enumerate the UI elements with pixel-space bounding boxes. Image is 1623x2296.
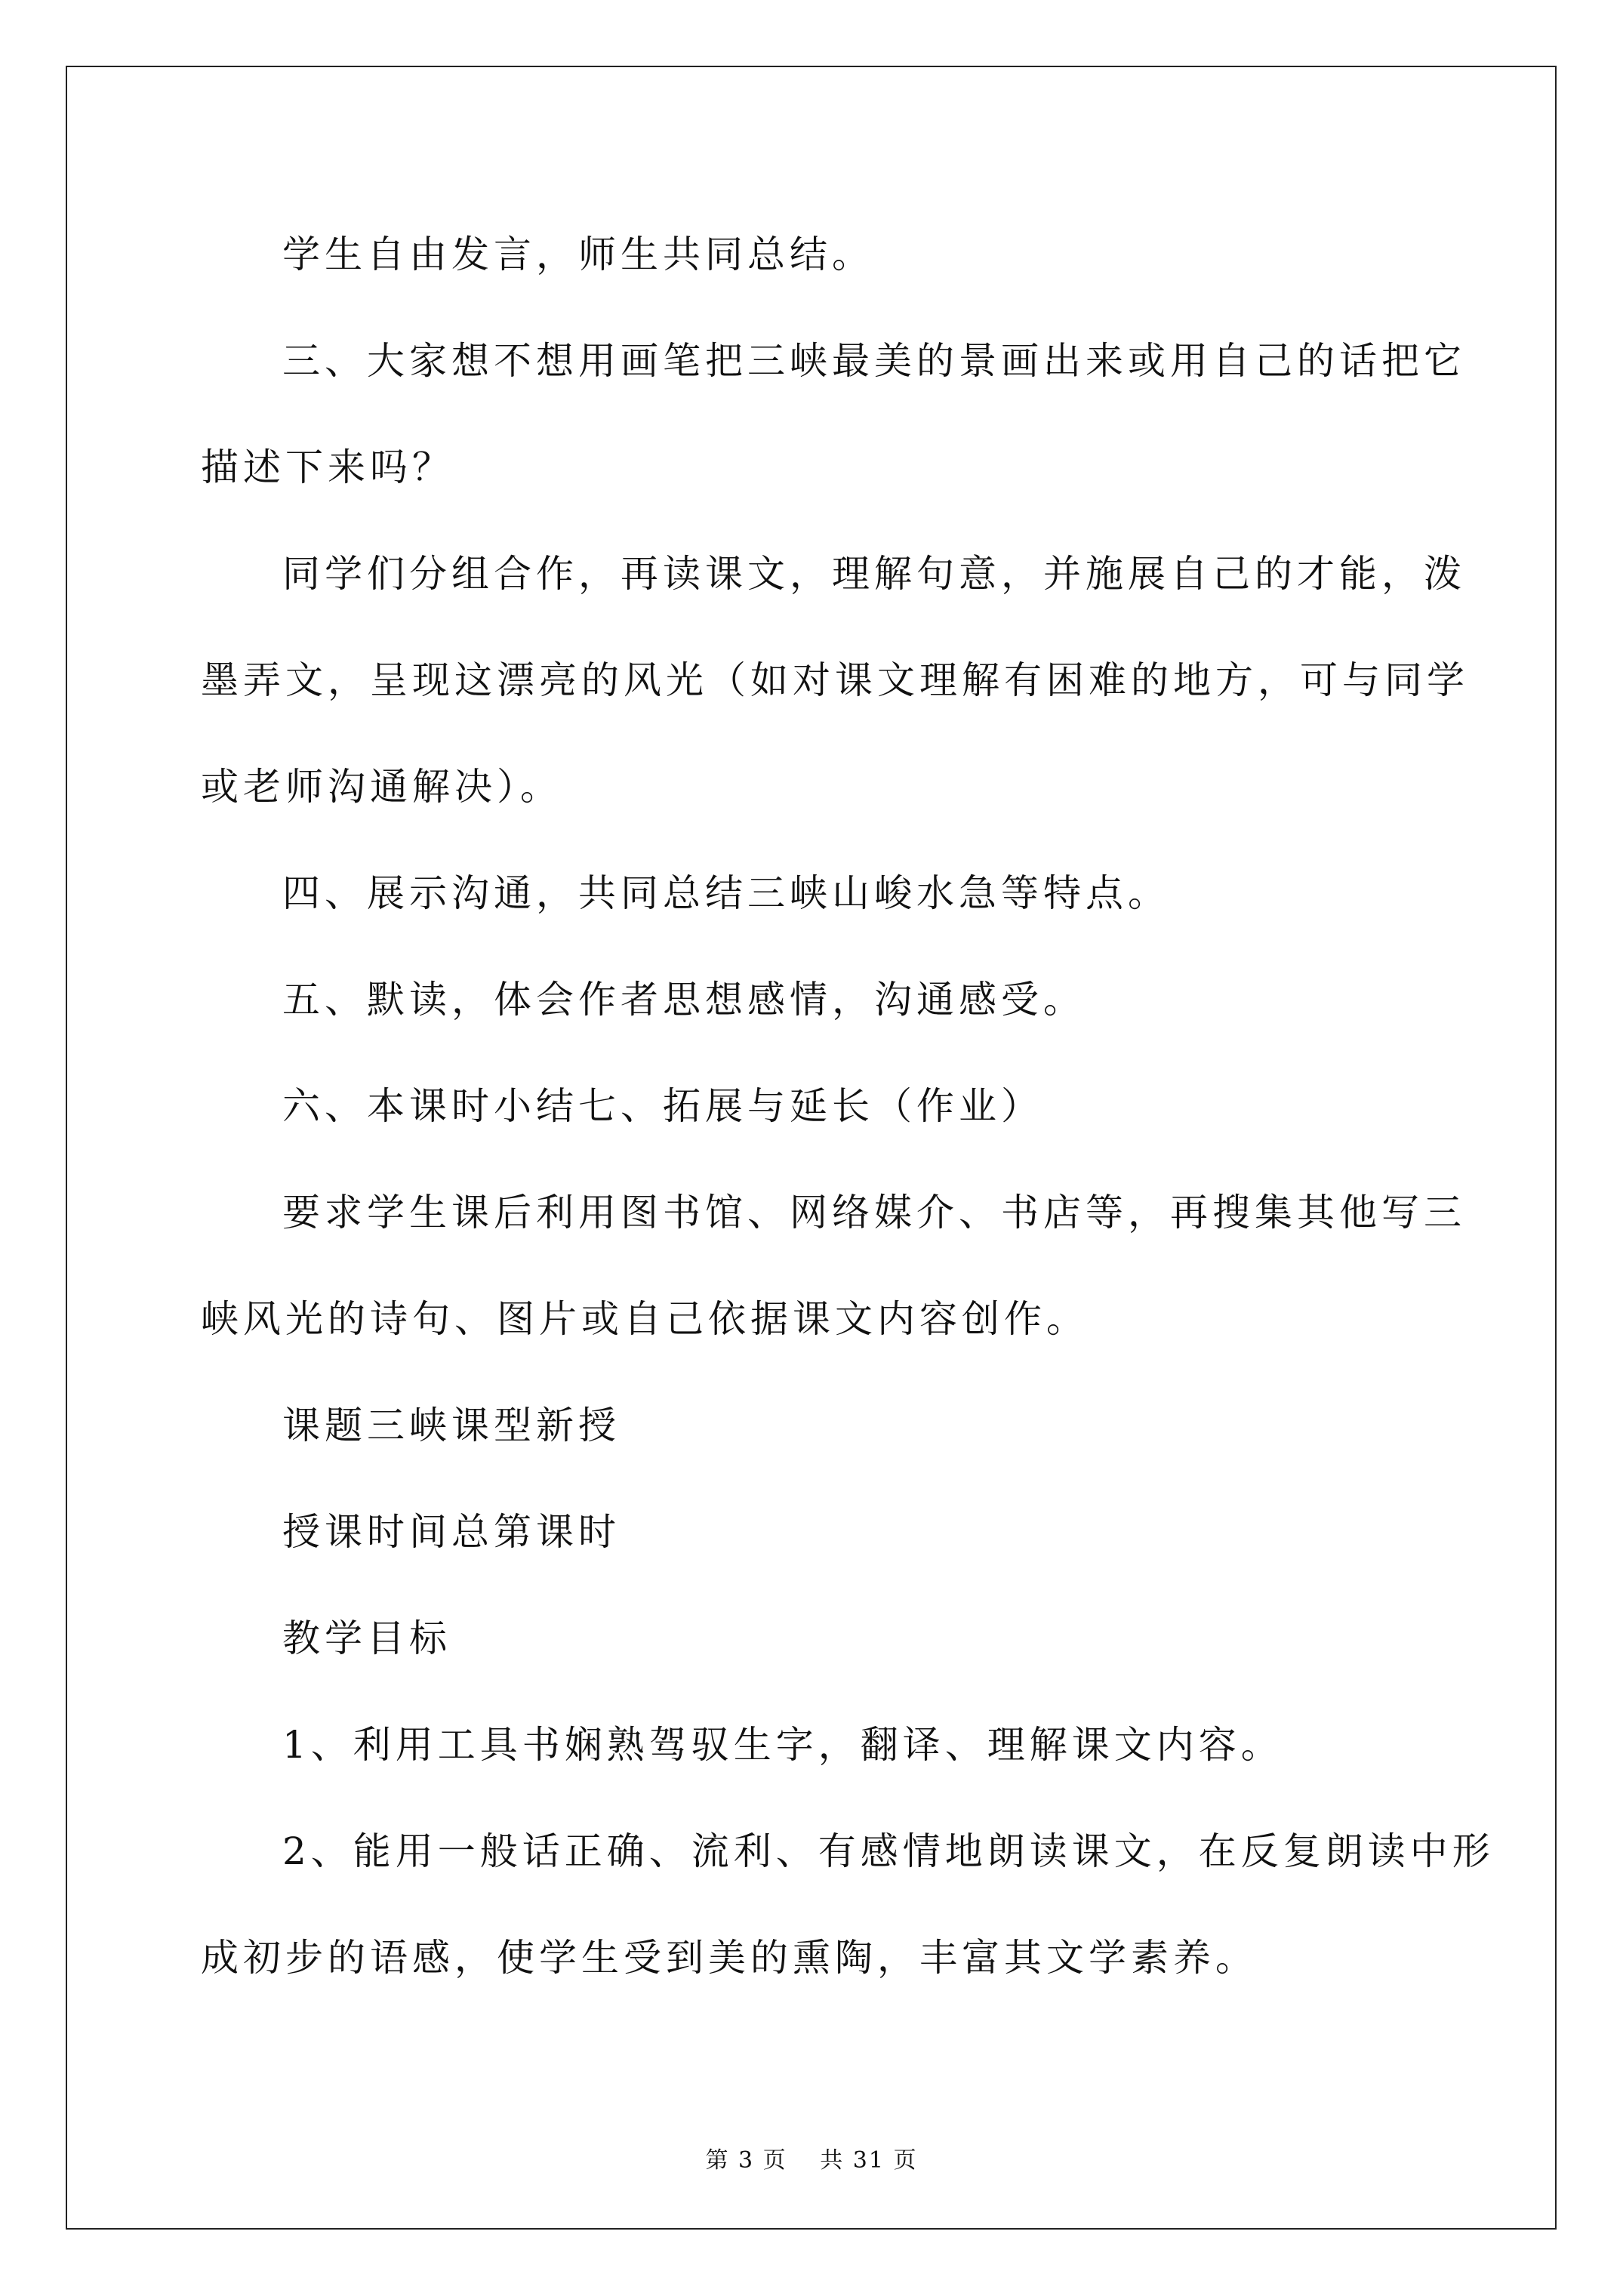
paragraph-line: 同学们分组合作，再读课文，理解句意，并施展自己的才能，泼 xyxy=(282,552,1466,596)
page-border xyxy=(66,66,1557,2230)
paragraph-line: 课题三峡课型新授 xyxy=(282,1404,621,1447)
paragraph-line: 成初步的语感，使学生受到美的熏陶，丰富其文学素养。 xyxy=(201,1936,1258,1980)
paragraph-line: 1、利用工具书娴熟驾驭生字，翻译、理解课文内容。 xyxy=(282,1723,1283,1767)
paragraph-line: 峡风光的诗句、图片或自己依据课文内容创作。 xyxy=(201,1297,1089,1341)
page-number: 第 3 页 共 31 页 xyxy=(705,2147,918,2174)
paragraph-line: 墨弄文，呈现这漂亮的风光（如对课文理解有困难的地方，可与同学 xyxy=(201,658,1469,702)
paragraph-line: 要求学生课后利用图书馆、网络媒介、书店等，再搜集其他写三 xyxy=(282,1191,1466,1234)
paragraph-line: 2、能用一般话正确、流利、有感情地朗读课文，在反复朗读中形 xyxy=(282,1829,1495,1873)
paragraph-line: 六、本课时小结七、拓展与延长（作业） xyxy=(282,1084,1043,1128)
paragraph-line: 四、展示沟通，共同总结三峡山峻水急等特点。 xyxy=(282,871,1170,915)
paragraph-line: 三、大家想不想用画笔把三峡最美的景画出来或用自己的话把它 xyxy=(282,339,1466,383)
paragraph-line: 描述下来吗？ xyxy=(201,445,454,489)
paragraph-line: 授课时间总第课时 xyxy=(282,1510,621,1554)
paragraph-line: 教学目标 xyxy=(282,1616,451,1660)
paragraph-line: 学生自由发言，师生共同总结。 xyxy=(282,233,874,276)
paragraph-line: 五、默读，体会作者思想感情，沟通感受。 xyxy=(282,978,1086,1022)
paragraph-line: 或老师沟通解决）。 xyxy=(201,765,562,809)
